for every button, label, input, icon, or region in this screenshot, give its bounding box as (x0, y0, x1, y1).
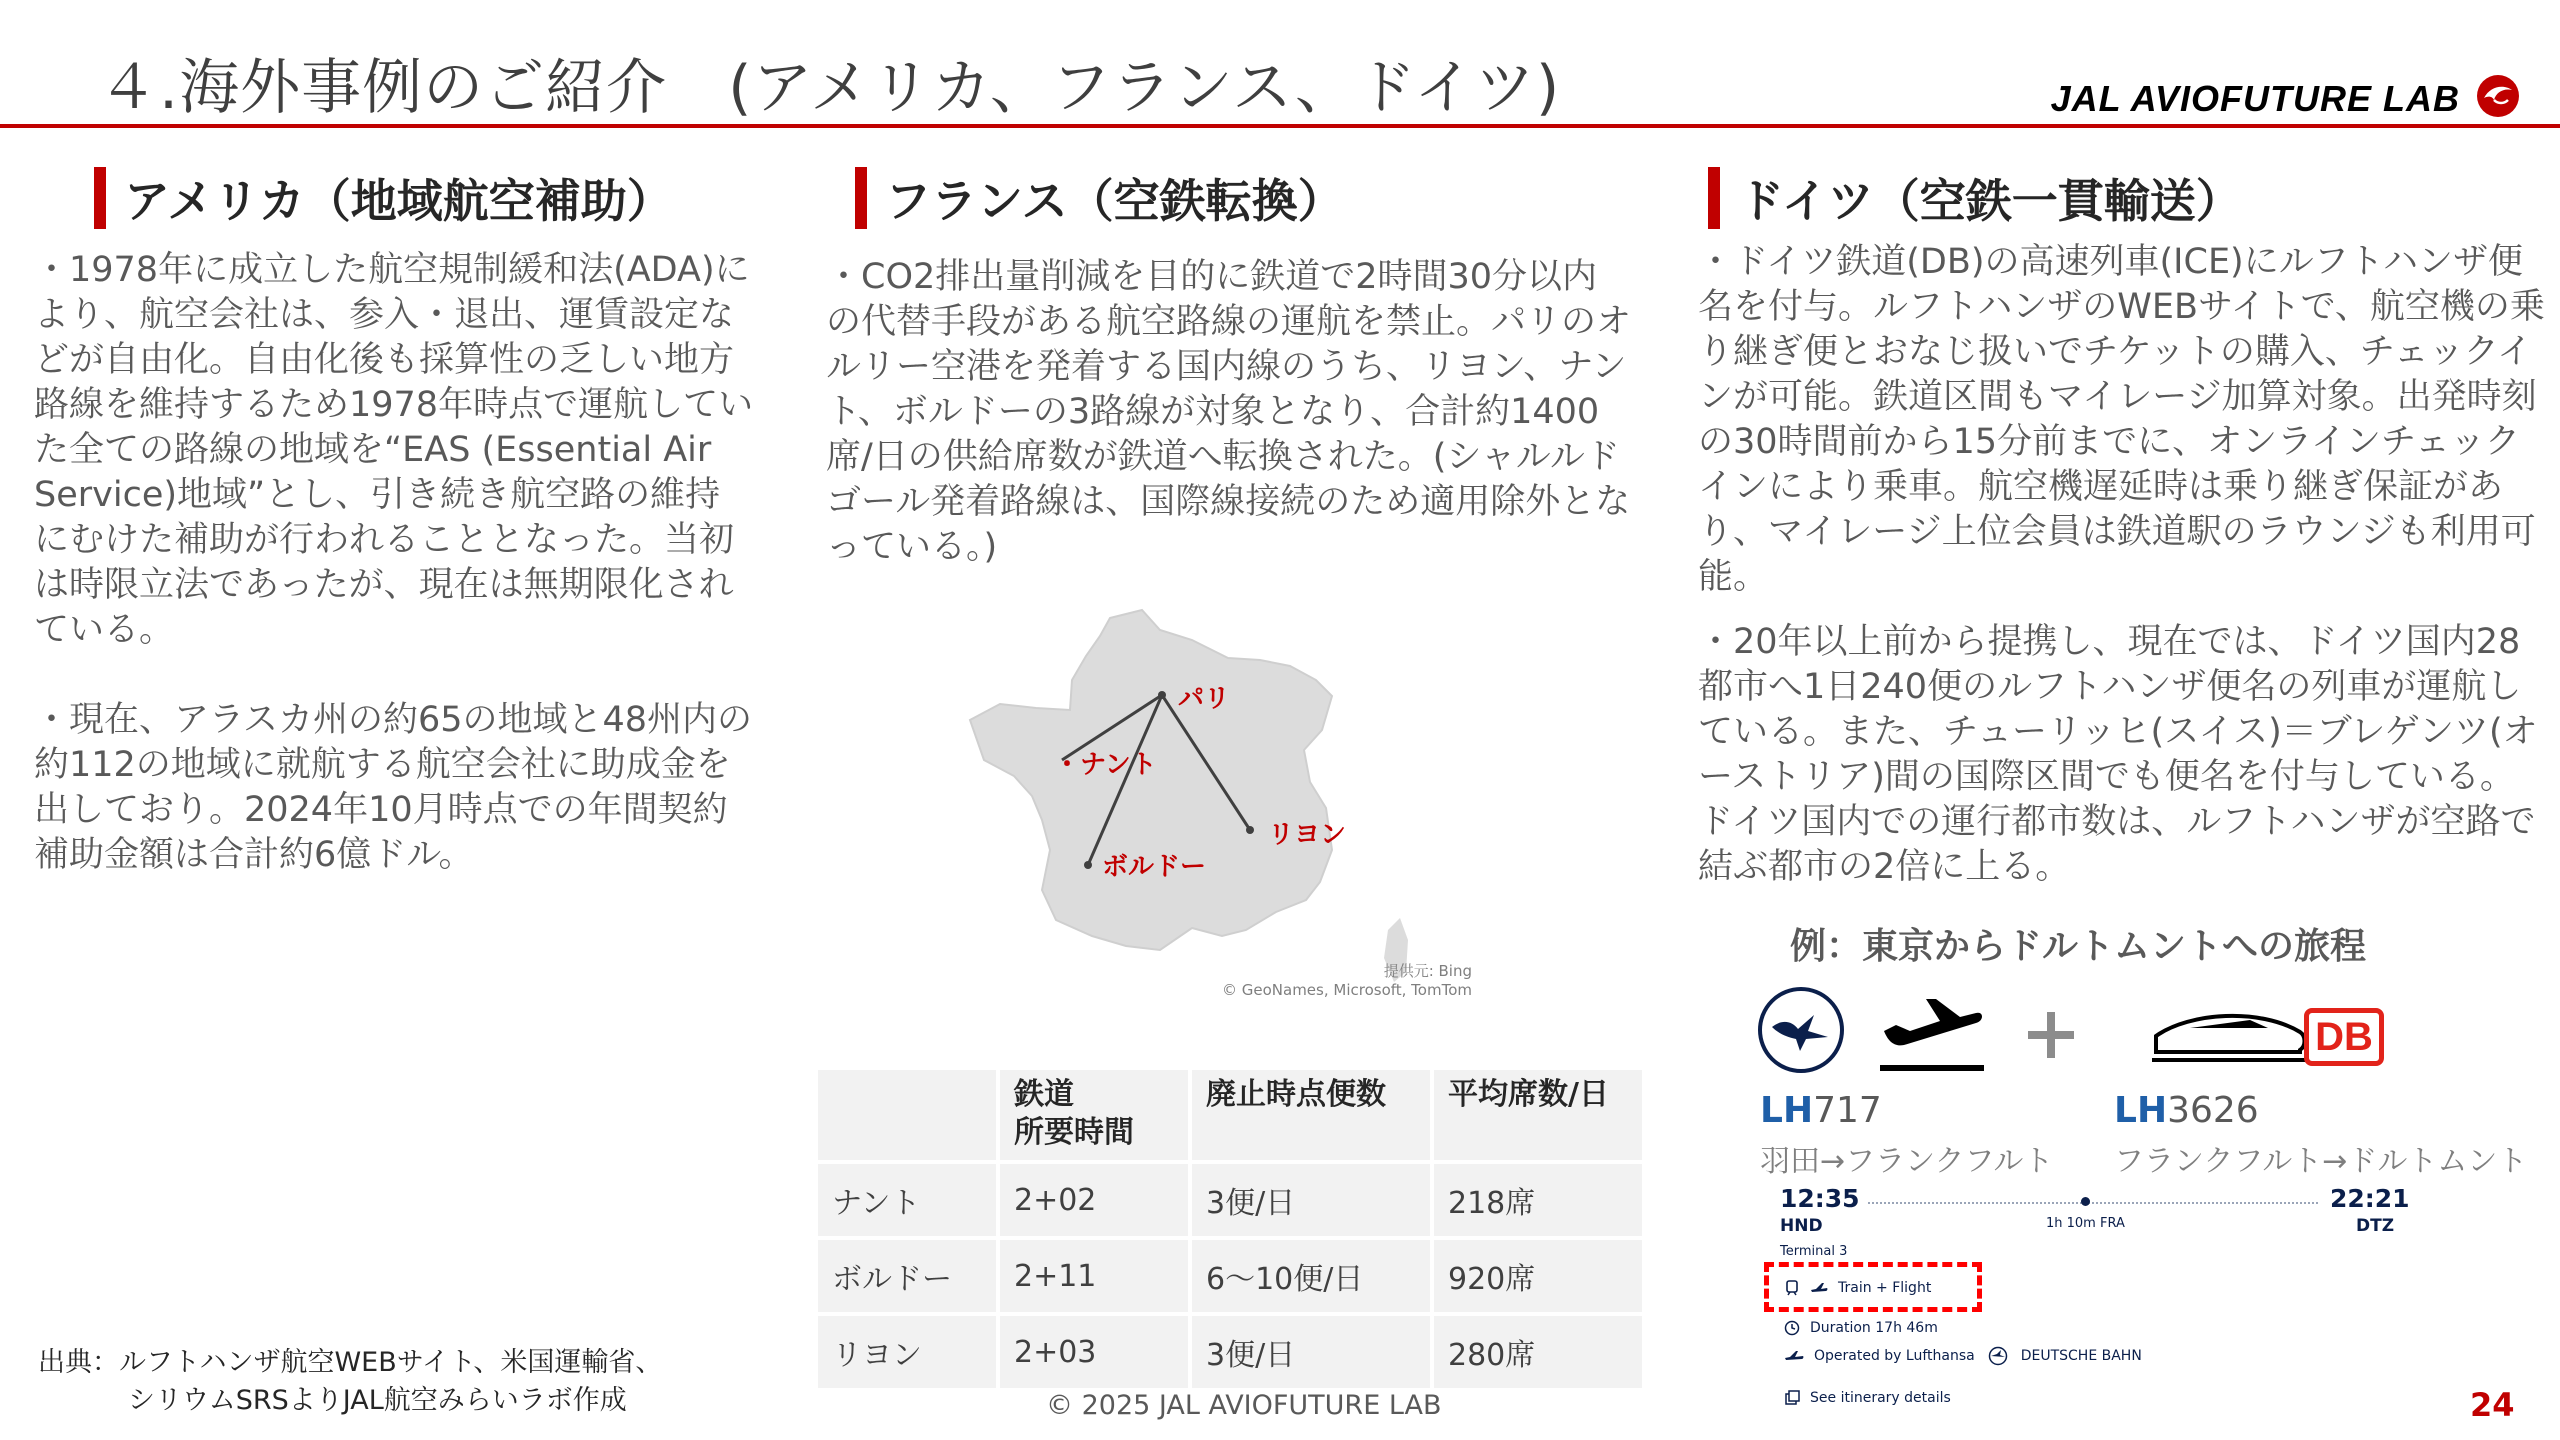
usa-paragraph-2: ・現在、アラスカ州の約65の地域と48州内の約112の地域に就航する航空会社に助成金を出しており。2024年10月時点での年間契約補助金額は合計約6億ドル。 (34, 700, 753, 875)
table-cell: ボルドー (818, 1240, 996, 1312)
section-header-france (855, 166, 1344, 230)
plane-icon (1810, 1281, 1828, 1295)
partner-crane-icon (1985, 1346, 2011, 1366)
departure-code: HND (1780, 1216, 1823, 1236)
db-logo: DB (2304, 1008, 2384, 1066)
section-accent-bar (1708, 167, 1720, 229)
lufthansa-crane-icon (1756, 985, 1846, 1075)
external-link-icon (1784, 1390, 1800, 1406)
arrival-code: DTZ (2356, 1216, 2395, 1236)
section-header-germany (1708, 166, 2242, 230)
section-title-france: フランス（空鉄転換） (885, 174, 1344, 228)
table-cell: 6～10便/日 (1192, 1240, 1430, 1312)
departure-time: 12:35 (1780, 1184, 1860, 1213)
table-header-cell (818, 1070, 996, 1160)
operated-by-row: Operated by Lufthansa DEUTSCHE BAHN (1784, 1346, 2142, 1366)
arrival-time: 22:21 (2330, 1184, 2410, 1213)
title-divider (0, 124, 2560, 128)
duration-row: Duration 17h 46m (1784, 1320, 1938, 1336)
usa-paragraph-1: ・1978年に成立した航空規制緩和法(ADA)により、航空会社は、参入・退出、運賃設定などが自由化。自由化後も採算性の乏しい地方路線を維持するため1978年時点で運航していた全ての路線の地域を“EAS (Essential Air Service)地域”とし、引き続き航空路の維持にむけた補助が行われることとなった。当初は時限立法であったが、現在は無期限化されている。 (34, 250, 754, 650)
table-cell: 2+11 (1000, 1240, 1188, 1312)
map-label-bordeaux: ボルドー (1102, 852, 1207, 882)
table-header-row (818, 1070, 1642, 1160)
table-header-cell: 廃止時点便数 (1192, 1070, 1430, 1160)
bordeaux-dot (1084, 861, 1092, 869)
lyon-dot (1246, 826, 1254, 834)
example-title: 例：東京からドルトムントへの旅程 (1790, 926, 2367, 967)
france-map (960, 600, 1480, 1000)
page-number: 24 (2470, 1386, 2515, 1424)
table-cell: 280席 (1434, 1316, 1642, 1388)
table-cell: 2+03 (1000, 1316, 1188, 1388)
flight-number-2: LH3626 (2114, 1090, 2259, 1131)
flight-route-2: フランクフルト→ドルトムント (2114, 1144, 2528, 1179)
table-row (818, 1164, 1642, 1236)
brand-logo-text: JAL AVIOFUTURE LAB (2050, 78, 2460, 119)
table-cell: ナント (818, 1164, 996, 1236)
airplane-departure-icon (1880, 995, 1984, 1073)
map-label-lyon: リヨン (1268, 820, 1347, 850)
france-rail-table (814, 1066, 1646, 1392)
section-title-germany: ドイツ（空鉄一貫輸送） (1738, 174, 2242, 228)
train-icon (1784, 1280, 1800, 1296)
clock-icon (1784, 1320, 1800, 1336)
table-cell: 2+02 (1000, 1164, 1188, 1236)
section-header-usa (94, 166, 673, 230)
layover-info: 1h 10m FRA (2046, 1216, 2125, 1231)
table-header-cell: 鉄道 所要時間 (1000, 1070, 1188, 1160)
table-cell: 920席 (1434, 1240, 1642, 1312)
ice-train-icon (2150, 1002, 2310, 1066)
flight-number-1: LH717 (1760, 1090, 1882, 1131)
train-flight-badge: Train + Flight (1784, 1280, 1931, 1296)
map-label-nantes: ・ナント (1054, 750, 1157, 780)
section-title-usa: アメリカ（地域航空補助） (124, 174, 673, 228)
map-label-paris: パリ (1178, 684, 1231, 714)
section-accent-bar (94, 167, 106, 229)
itinerary-details-link[interactable]: See itinerary details (1784, 1390, 1951, 1406)
table-header-cell: 平均席数/日 (1434, 1070, 1642, 1160)
table-row (818, 1240, 1642, 1312)
itinerary-line (1868, 1202, 2318, 1204)
france-paragraph: ・CO2排出量削減を目的に鉄道で2時間30分以内の代替手段がある航空路線の運航を禁止。パリのオルリー空港を発着する国内線のうち、リヨン、ナント、ボルドーの3路線が対象となり、合計約1400席/日の供給席数が鉄道へ転換された。(シャルルドゴール発着路線は、国際線接続のため適用除外となっている。) (826, 257, 1632, 567)
page-title: ４.海外事例のご紹介 (アメリカ、フランス、ドイツ) (98, 53, 1561, 123)
table-row (818, 1316, 1642, 1388)
table-cell: 218席 (1434, 1164, 1642, 1236)
table-cell: リヨン (818, 1316, 996, 1388)
flight-route-1: 羽田→フランクフルト (1760, 1144, 2054, 1179)
lufthansa-small-icon (1784, 1349, 1804, 1363)
map-credit: 提供元: Bing © GeoNames, Microsoft, TomTom (1221, 962, 1472, 999)
paris-dot (1158, 691, 1166, 699)
layover-dot (2081, 1197, 2090, 1206)
table-cell: 3便/日 (1192, 1316, 1430, 1388)
terminal-label: Terminal 3 (1780, 1244, 1848, 1259)
copyright: © 2025 JAL AVIOFUTURE LAB (1046, 1390, 1442, 1421)
table-cell: 3便/日 (1192, 1164, 1430, 1236)
section-accent-bar (855, 167, 867, 229)
source-citation: 出典：ルフトハンザ航空WEBサイト、米国運輸省、 シリウムSRSよりJAL航空みらいラボ作成 (38, 1347, 663, 1416)
plus-icon (2026, 1010, 2076, 1060)
germany-paragraph-2: ・20年以上前から提携し、現在では、ドイツ国内28都市へ1日240便のルフトハンザ便名の列車が運航している。また、チューリッヒ(スイス)＝ブレゲンツ(オーストリア)間の国際区間でも便名を付与している。ドイツ国内での運行都市数は、ルフトハンザが空路で結ぶ都市の2倍に上る。 (1698, 622, 2538, 887)
germany-paragraph-1: ・ドイツ鉄道(DB)の高速列車(ICE)にルフトハンザ便名を付与。ルフトハンザのWEBサイトで、航空機の乗り継ぎ便とおなじ扱いでチケットの購入、チェックインが可能。鉄道区間もマイレージ加算対象。出発時刻の30時間前から15分前までに、オンラインチェックインにより乗車。航空機遅延時は乗り継ぎ保証があり、マイレージ上位会員は鉄道駅のラウンジも利用可能。 (1698, 242, 2545, 597)
jal-crane-logo-icon (2476, 74, 2520, 118)
